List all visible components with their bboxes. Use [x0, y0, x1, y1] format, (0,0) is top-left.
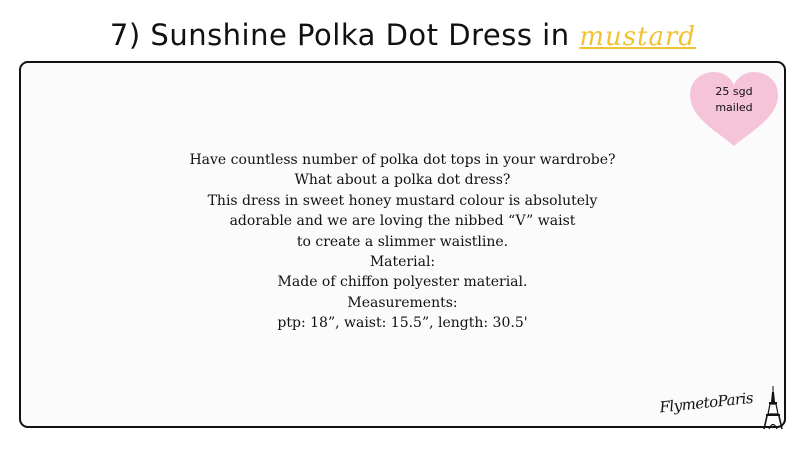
brand-logo: FlymetoParis	[658, 388, 754, 417]
measurements-value: ptp: 18”, waist: 15.5”, length: 30.5'	[277, 315, 528, 332]
description-line: to create a slimmer waistline.	[296, 233, 509, 250]
price-amount: 25 sgd	[715, 85, 753, 98]
description-line: This dress in sweet honey mustard colour is absolutely	[207, 192, 598, 209]
description-line: adorable and we are loving the nibbed “V” waist	[229, 213, 576, 230]
eiffel-tower-icon	[762, 386, 784, 430]
price-shipping: mailed	[715, 101, 753, 114]
title-accent-word: mustard	[579, 22, 697, 52]
description-line: Have countless number of polka dot tops in your wardrobe?	[189, 152, 616, 168]
measurements-heading: Measurements:	[347, 294, 458, 311]
page-title	[0, 18, 806, 52]
title-text: 7) Sunshine Polka Dot Dress in	[109, 18, 570, 52]
product-description	[19, 150, 786, 334]
material-heading: Material:	[369, 254, 436, 271]
price-text	[688, 84, 780, 116]
price-heart-badge	[688, 70, 780, 148]
material-value: Made of chiffon polyester material.	[277, 274, 528, 291]
description-line: What about a polka dot dress?	[294, 172, 511, 189]
